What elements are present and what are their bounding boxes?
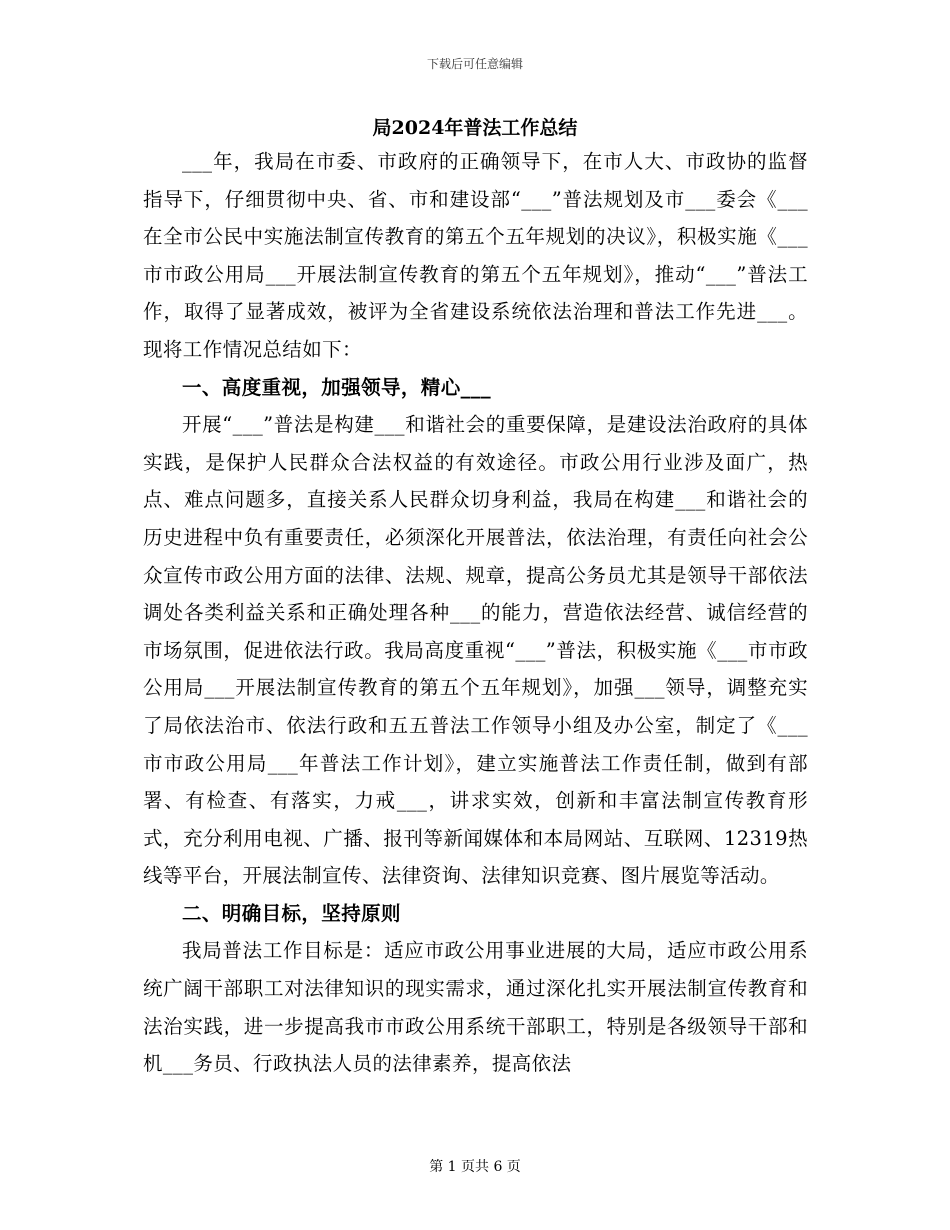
- intro-paragraph: ___年，我局在市委、市政府的正确领导下，在市人大、市政协的监督指导下，仔细贯彻中央、省、市和建设部“___”普法规划及市___委会《___在全市公民中实施法制宣传教育的第五个五年规划的决议》，积极实施《___市市政公用局___开展法制宣传教育的第五个五年规划》，推动“___”普法工作，取得了显著成效，被评为全省建设系统依法治理和普法工作先进___。现将工作情况总结如下：: [143, 150, 808, 361]
- section-1-paragraph: 开展“___”普法是构建___和谐社会的重要保障，是建设法治政府的具体实践，是保护人民群众合法权益的有效途径。市政公用行业涉及面广，热点、难点问题多，直接关系人民群众切身利益，我局在构建___和谐社会的历史进程中负有重要责任，必须深化开展普法，依法治理，有责任向社会公众宣传市政公用方面的法律、法规、规章，提高公务员尤其是领导干部依法调处各类利益关系和正确处理各种___的能力，营造依法经营、诚信经营的市场氛围，促进依法行政。我局高度重视“___”普法，积极实施《___市市政公用局___开展法制宣传教育的第五个五年规划》，加强___领导，调整充实了局依法治市、依法行政和五五普法工作领导小组及办公室，制定了《___市市政公用局___年普法工作计划》，建立实施普法工作责任制，做到有部署、有检查、有落实，力戒___，讲求实效，创新和丰富法制宣传教育形式，充分利用电视、广播、报刊等新闻媒体和本局网站、互联网、12319热线等平台，开展法制宣传、法律资询、法律知识竞赛、图片展览等活动。: [143, 413, 808, 888]
- section-1-heading: 一、高度重视，加强领导，精心___: [182, 375, 492, 399]
- header-note: 下载后可任意编辑: [426, 57, 523, 71]
- section-2-paragraph: 我局普法工作目标是：适应市政公用事业进展的大局，适应市政公用系统广阔干部职工对法律知识的现实需求，通过深化扎实开展法制宣传教育和法治实践，进一步提高我市市政公用系统干部职工，特别是各级领导干部和机___务员、行政执法人员的法律素养，提高依法: [143, 939, 808, 1076]
- page-footer: 第 1 页共 6 页: [429, 1159, 521, 1175]
- section-2-heading: 二、明确目标，坚持原则: [182, 901, 401, 925]
- document-title: 局2024年普法工作总结: [372, 117, 578, 139]
- document-body: [143, 143, 808, 1083]
